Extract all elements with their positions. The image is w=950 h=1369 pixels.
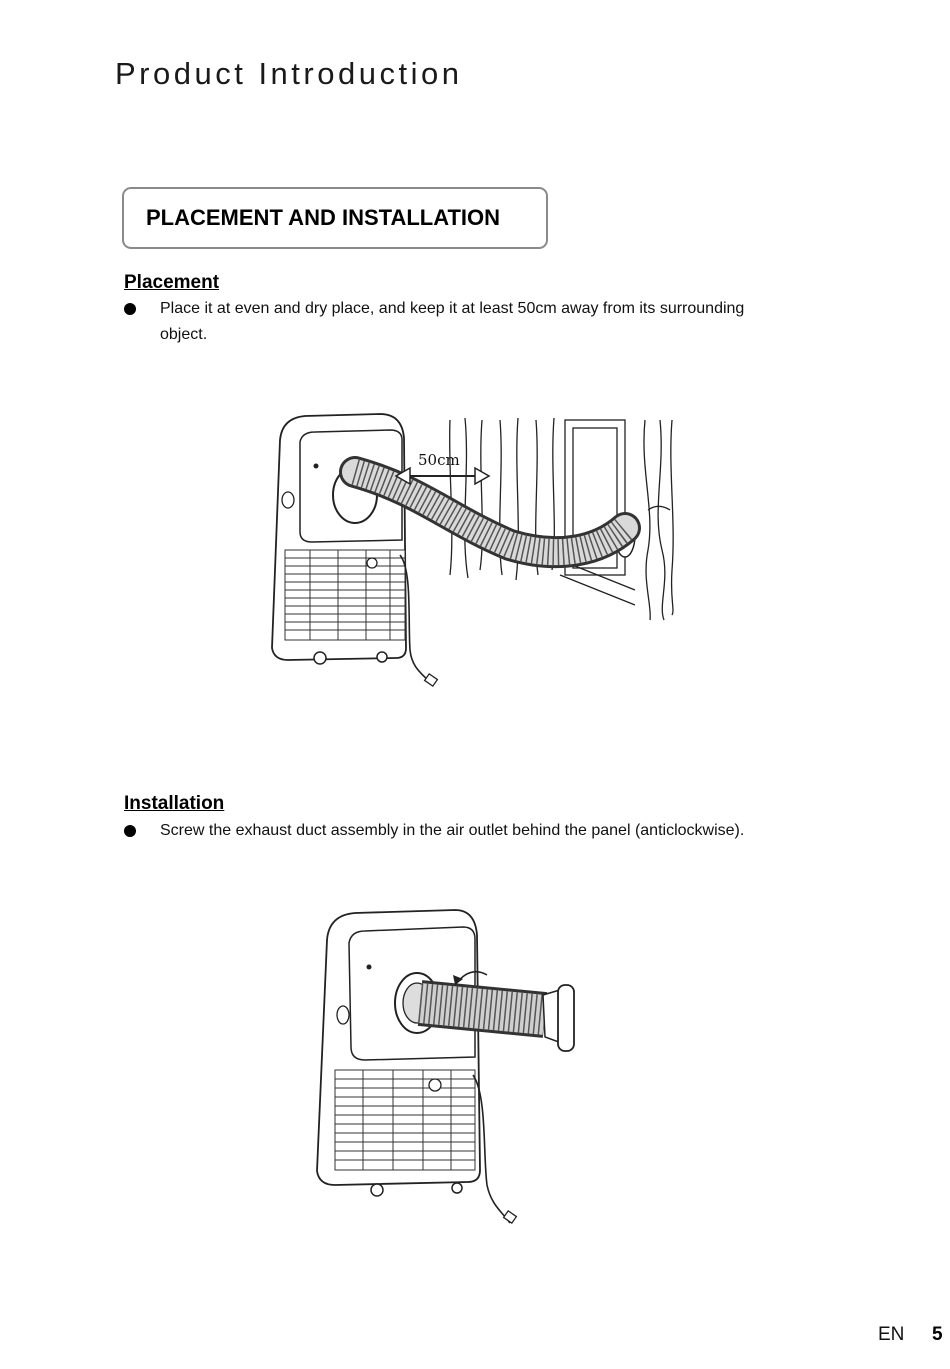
placement-text (160, 296, 744, 348)
page-title: Product Introduction (115, 56, 463, 91)
placement-illustration (260, 410, 690, 695)
placement-heading: Placement (124, 272, 220, 293)
bullet-icon (124, 303, 136, 315)
placement-text-line2: object. (160, 326, 208, 343)
footer-language: EN (878, 1324, 905, 1345)
installation-heading: Installation (124, 793, 225, 814)
section-title-box (122, 187, 548, 249)
section-title: PLACEMENT AND INSTALLATION (146, 205, 501, 230)
placement-text-line1: Place it at even and dry place, and keep it at least 50cm away from its surrounding (160, 300, 745, 317)
bullet-icon (124, 825, 136, 837)
installation-illustration (305, 905, 585, 1235)
page-number: 5 (932, 1324, 943, 1345)
distance-label: 50cm (418, 451, 460, 469)
installation-text: Screw the exhaust duct assembly in the air outlet behind the panel (anticlockwise). (160, 822, 745, 839)
